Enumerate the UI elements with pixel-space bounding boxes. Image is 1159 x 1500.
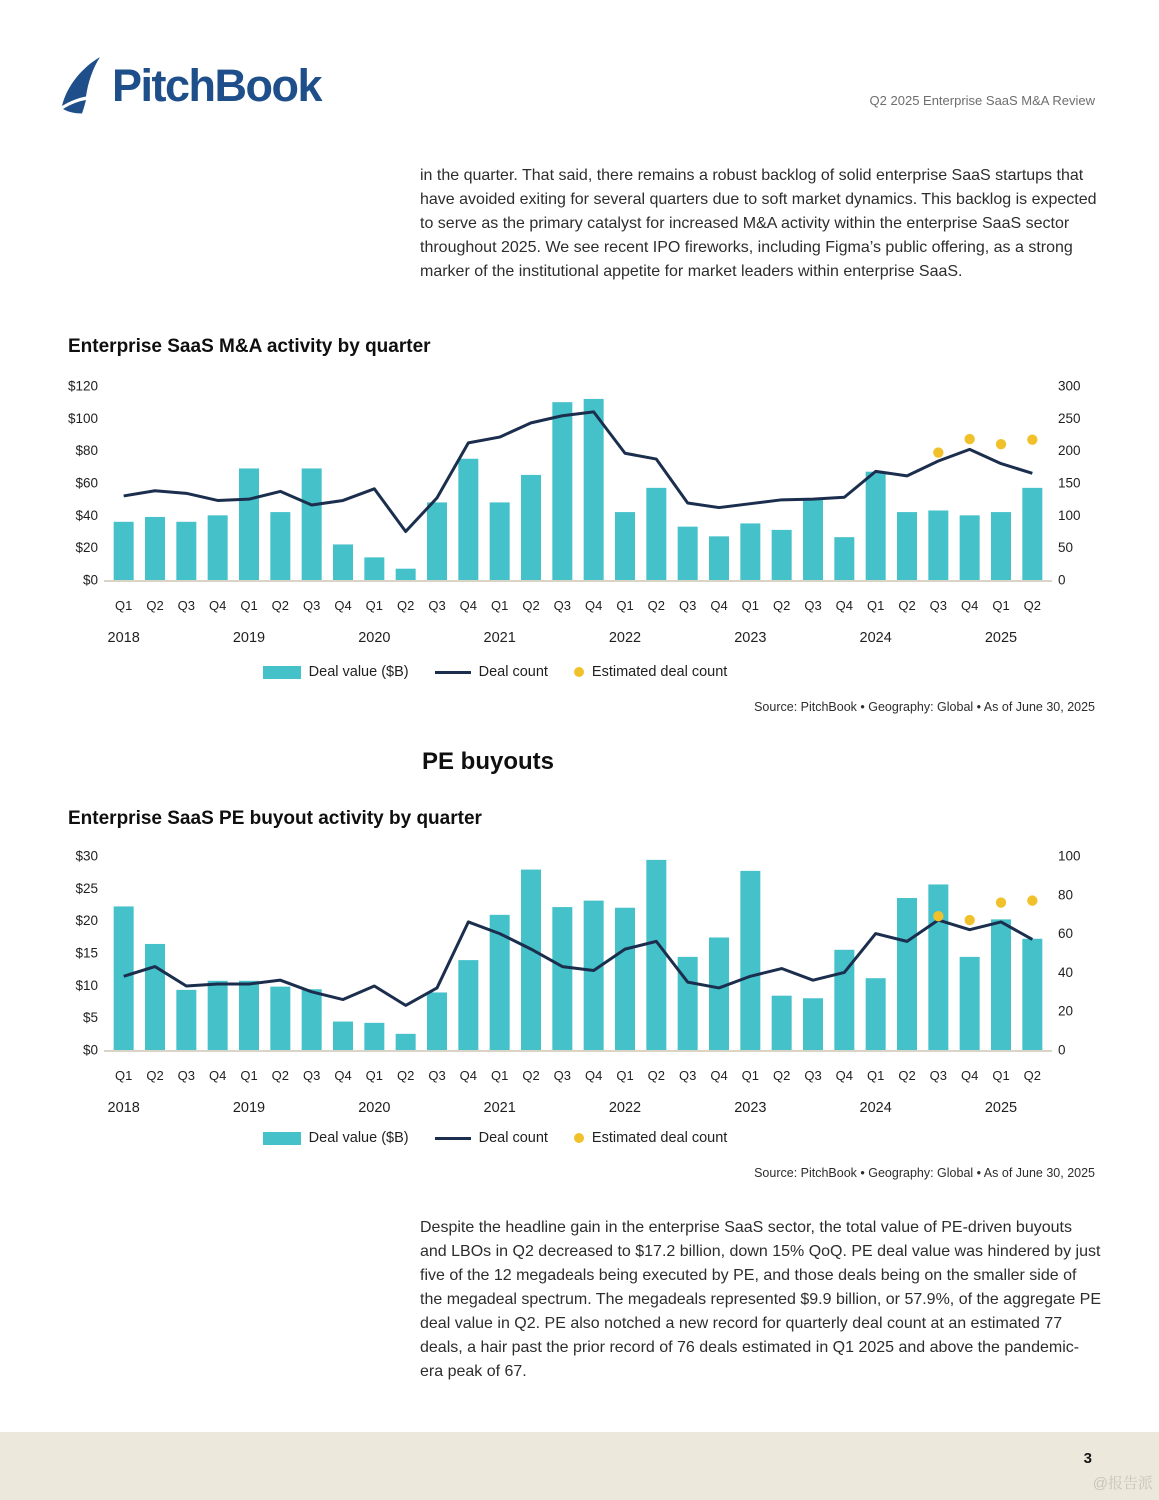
- estimated-deal-count-dot: [996, 897, 1006, 907]
- left-axis-tick: $0: [82, 572, 98, 588]
- chart1-title: Enterprise SaaS M&A activity by quarter: [68, 336, 431, 357]
- deal-value-bar: [114, 906, 134, 1050]
- quarter-label: Q1: [616, 598, 634, 613]
- deal-value-bar: [270, 987, 290, 1050]
- deal-value-bar: [772, 530, 792, 580]
- year-label: 2022: [608, 630, 642, 646]
- deal-value-bar: [991, 512, 1011, 580]
- left-axis-tick: $15: [75, 945, 98, 961]
- quarter-label: Q4: [835, 1068, 854, 1083]
- right-axis-tick: 250: [1058, 410, 1081, 426]
- quarter-label: Q3: [929, 1068, 948, 1083]
- quarter-label: Q2: [772, 598, 791, 613]
- deal-value-bar: [490, 502, 510, 580]
- right-axis-tick: 300: [1058, 378, 1081, 394]
- right-axis-tick: 60: [1058, 926, 1074, 942]
- year-label: 2020: [358, 630, 391, 646]
- right-axis-tick: 0: [1058, 1042, 1066, 1058]
- left-axis-tick: $40: [75, 507, 98, 523]
- estimated-deal-count-dot: [933, 911, 943, 921]
- legend-deal-count-label: Deal count: [478, 1130, 548, 1146]
- deal-value-bar: [396, 1034, 416, 1050]
- year-label: 2023: [734, 1100, 767, 1116]
- deal-value-bar: [521, 870, 541, 1050]
- maa-activity-chart: [0, 370, 1159, 660]
- right-axis-tick: 50: [1058, 540, 1074, 556]
- quarter-label: Q4: [710, 598, 728, 613]
- year-label: 2025: [984, 1100, 1018, 1116]
- quarter-label: Q2: [1023, 1068, 1042, 1083]
- chart2-title: Enterprise SaaS PE buyout activity by quarter: [68, 808, 482, 829]
- quarter-label: Q2: [898, 598, 916, 613]
- legend-estimated-label: Estimated deal count: [591, 664, 728, 680]
- quarter-label: Q2: [898, 1068, 916, 1083]
- quarter-label: Q4: [208, 1068, 227, 1083]
- quarter-label: Q2: [146, 1068, 164, 1083]
- quarter-label: Q1: [866, 1068, 885, 1083]
- quarter-label: Q3: [302, 1068, 321, 1083]
- pitchbook-logo: [58, 56, 321, 114]
- legend-estimated: [574, 664, 727, 680]
- section-heading-pe-buyouts: PE buyouts: [421, 748, 554, 775]
- deal-value-bar: [709, 536, 729, 580]
- deal-value-bar: [646, 488, 666, 580]
- document-title: Q2 2025 Enterprise SaaS M&A Review: [869, 93, 1095, 108]
- deal-value-bar: [176, 522, 196, 580]
- deal-value-bar: [615, 908, 635, 1050]
- legend-estimated: [574, 1130, 727, 1146]
- quarter-label: Q2: [146, 598, 164, 613]
- deal-value-bar: [333, 1022, 353, 1050]
- quarter-label: Q2: [772, 1068, 791, 1083]
- year-label: 2021: [483, 1100, 516, 1116]
- deal-value-bar: [897, 898, 917, 1050]
- quarter-label: Q3: [553, 598, 572, 613]
- quarter-label: Q4: [459, 598, 478, 613]
- legend-deal-value: [263, 1130, 409, 1146]
- quarter-label: Q4: [459, 1068, 478, 1083]
- year-label: 2022: [608, 1100, 642, 1116]
- legend-deal-value: [263, 664, 409, 680]
- year-label: 2024: [859, 630, 892, 646]
- deal-value-bar: [208, 981, 228, 1050]
- left-axis-tick: $5: [82, 1010, 98, 1026]
- legend-deal-count: [435, 1130, 548, 1146]
- left-axis-tick: $20: [75, 913, 98, 929]
- quarter-label: Q1: [490, 1068, 509, 1083]
- quarter-label: Q2: [396, 1068, 415, 1083]
- quarter-label: Q2: [271, 1068, 290, 1083]
- chart2-legend: [0, 1130, 990, 1146]
- deal-value-bar: [458, 459, 478, 580]
- quarter-label: Q3: [177, 598, 196, 613]
- quarter-label: Q4: [584, 1068, 603, 1083]
- quarter-label: Q3: [804, 598, 822, 613]
- quarter-label: Q4: [835, 598, 854, 613]
- right-axis-tick: 100: [1058, 507, 1081, 523]
- deal-value-bar: [552, 907, 572, 1050]
- quarter-label: Q1: [992, 1068, 1010, 1083]
- deal-value-bar: [615, 512, 635, 580]
- quarter-label: Q2: [271, 598, 290, 613]
- estimated-deal-count-dot: [1027, 434, 1037, 444]
- watermark: @报告派: [1092, 1475, 1153, 1492]
- intro-paragraph: in the quarter. That said, there remains a robust backlog of solid enterprise SaaS startups that have avoided exiting for several quarters due to soft market dynamics. This backlog is expected to serve as the primary catalyst for increased M&A activity within the enterprise SaaS sector throughout 2025. We see recent IPO fireworks, including Figma’s public offering, as a strong marker of the institutional appetite for market leaders within enterprise SaaS.: [420, 167, 1097, 280]
- right-axis-tick: 150: [1058, 475, 1081, 491]
- quarter-label: Q3: [302, 598, 321, 613]
- chart1-source-note: Source: PitchBook • Geography: Global • As of June 30, 2025: [754, 700, 1095, 714]
- left-axis-tick: $80: [75, 443, 98, 459]
- deal-value-bar: [176, 990, 196, 1050]
- deal-value-bar: [740, 871, 760, 1050]
- year-label: 2018: [107, 1100, 140, 1116]
- quarter-label: Q3: [929, 598, 948, 613]
- deal-value-bar: [427, 502, 447, 580]
- quarter-label: Q2: [522, 598, 540, 613]
- quarter-label: Q3: [428, 1068, 446, 1083]
- deal-value-bar: [646, 860, 666, 1050]
- quarter-label: Q1: [365, 598, 384, 613]
- quarter-label: Q1: [741, 1068, 760, 1083]
- chart1-legend: [0, 664, 990, 680]
- deal-value-bar: [114, 522, 134, 580]
- right-axis-tick: 100: [1058, 848, 1081, 864]
- deal-value-bar: [991, 919, 1011, 1050]
- deal-value-bar: [584, 399, 604, 580]
- estimated-deal-count-dot: [996, 439, 1006, 449]
- deal-count-swatch: [435, 1137, 471, 1140]
- deal-value-bar: [145, 944, 165, 1050]
- quarter-label: Q1: [240, 598, 258, 613]
- deal-value-bar: [772, 996, 792, 1050]
- deal-value-bar: [709, 937, 729, 1050]
- deal-count-line: [124, 920, 1033, 1005]
- quarter-label: Q4: [710, 1068, 728, 1083]
- deal-value-bar: [1022, 488, 1042, 580]
- deal-value-bar: [239, 981, 259, 1050]
- right-axis-tick: 40: [1058, 964, 1074, 980]
- year-label: 2019: [232, 1100, 266, 1116]
- deal-value-bar: [866, 978, 886, 1050]
- legend-deal-value-label: Deal value ($B): [308, 1130, 409, 1146]
- deal-value-bar: [302, 989, 322, 1050]
- quarter-label: Q3: [177, 1068, 196, 1083]
- left-axis-tick: $25: [75, 880, 98, 896]
- year-label: 2023: [734, 630, 767, 646]
- quarter-label: Q2: [522, 1068, 540, 1083]
- quarter-label: Q3: [428, 598, 446, 613]
- right-axis-tick: 200: [1058, 443, 1081, 459]
- deal-value-bar: [960, 957, 980, 1050]
- year-label: 2025: [984, 630, 1018, 646]
- quarter-label: Q1: [866, 598, 885, 613]
- legend-deal-count-label: Deal count: [478, 664, 548, 680]
- deal-value-bar: [552, 402, 572, 580]
- left-axis-tick: $120: [67, 378, 98, 394]
- left-axis-tick: $60: [75, 475, 98, 491]
- estimated-deal-count-dot: [1027, 895, 1037, 905]
- quarter-label: Q4: [960, 1068, 979, 1083]
- footer-band: [0, 1432, 1159, 1500]
- quarter-label: Q3: [553, 1068, 572, 1083]
- deal-value-bar: [803, 998, 823, 1050]
- deal-value-bar: [396, 569, 416, 580]
- quarter-label: Q1: [992, 598, 1010, 613]
- left-axis-tick: $20: [75, 540, 98, 556]
- year-label: 2018: [107, 630, 140, 646]
- quarter-label: Q3: [678, 1068, 697, 1083]
- left-axis-tick: $100: [67, 410, 98, 426]
- left-axis-tick: $0: [82, 1042, 98, 1058]
- deal-value-bar: [866, 472, 886, 580]
- quarter-label: Q1: [114, 598, 133, 613]
- estimated-deal-count-swatch: [574, 667, 584, 677]
- deal-value-bar: [521, 475, 541, 580]
- quarter-label: Q2: [647, 598, 666, 613]
- quarter-label: Q4: [584, 598, 603, 613]
- quarter-label: Q4: [334, 598, 352, 613]
- quarter-label: Q2: [396, 598, 415, 613]
- deal-value-bar: [364, 1023, 384, 1050]
- deal-value-bar: [208, 515, 228, 580]
- right-axis-tick: 0: [1058, 572, 1066, 588]
- year-label: 2021: [483, 630, 516, 646]
- year-label: 2020: [358, 1100, 391, 1116]
- deal-value-bar: [333, 544, 353, 580]
- left-axis-tick: $30: [75, 848, 98, 864]
- closing-paragraph: Despite the headline gain in the enterprise SaaS sector, the total value of PE-driven buyouts and LBOs in Q2 decreased to $17.2 billion, down 15% QoQ. PE deal value was hindered by just five of the 12 megadeals being executed by PE, and those deals being on the smaller side of the megadeal spectrum. The megadeals represented $9.9 billion, or 57.9%, of the aggregate PE deal value in Q2. PE also notched a new record for quarterly deal count at an estimated 77 deals, a hair past the prior record of 76 deals estimated in Q1 2025 and above the pandemic-era peak of 67.: [420, 1219, 1102, 1380]
- estimated-deal-count-dot: [933, 447, 943, 457]
- deal-value-bar: [803, 500, 823, 580]
- page-number: 3: [1083, 1450, 1092, 1467]
- quarter-label: Q1: [490, 598, 509, 613]
- deal-value-bar: [897, 512, 917, 580]
- right-axis-tick: 80: [1058, 887, 1074, 903]
- quarter-label: Q4: [334, 1068, 352, 1083]
- legend-estimated-label: Estimated deal count: [591, 1130, 728, 1146]
- quarter-label: Q3: [804, 1068, 822, 1083]
- left-axis-tick: $10: [75, 977, 98, 993]
- quarter-label: Q1: [741, 598, 760, 613]
- chart2-source-note: Source: PitchBook • Geography: Global • As of June 30, 2025: [754, 1166, 1095, 1180]
- deal-value-bar: [960, 515, 980, 580]
- deal-value-swatch: [263, 666, 301, 679]
- deal-value-bar: [928, 884, 948, 1050]
- estimated-deal-count-dot: [964, 915, 974, 925]
- quarter-label: Q1: [114, 1068, 133, 1083]
- quarter-label: Q4: [208, 598, 227, 613]
- deal-value-bar: [928, 510, 948, 580]
- estimated-deal-count-swatch: [574, 1133, 584, 1143]
- quarter-label: Q3: [678, 598, 697, 613]
- deal-value-swatch: [263, 1132, 301, 1145]
- legend-deal-count: [435, 664, 548, 680]
- year-label: 2024: [859, 1100, 892, 1116]
- year-label: 2019: [232, 630, 266, 646]
- estimated-deal-count-dot: [964, 434, 974, 444]
- deal-value-bar: [302, 468, 322, 580]
- deal-value-bar: [270, 512, 290, 580]
- quarter-label: Q1: [240, 1068, 258, 1083]
- quarter-label: Q2: [1023, 598, 1042, 613]
- legend-deal-value-label: Deal value ($B): [308, 664, 409, 680]
- deal-value-bar: [458, 960, 478, 1050]
- brand-name: PitchBook: [112, 59, 322, 111]
- deal-value-bar: [678, 527, 698, 580]
- deal-value-bar: [427, 992, 447, 1050]
- quarter-label: Q4: [960, 598, 979, 613]
- pitchbook-sail-icon: [58, 56, 104, 114]
- right-axis-tick: 20: [1058, 1003, 1074, 1019]
- quarter-label: Q1: [616, 1068, 634, 1083]
- deal-value-bar: [145, 517, 165, 580]
- deal-value-bar: [740, 523, 760, 580]
- deal-value-bar: [364, 557, 384, 580]
- deal-value-bar: [1022, 939, 1042, 1050]
- quarter-label: Q1: [365, 1068, 384, 1083]
- deal-value-bar: [239, 468, 259, 580]
- deal-value-bar: [584, 901, 604, 1050]
- deal-value-bar: [834, 537, 854, 580]
- pe-buyout-activity-chart: [0, 840, 1159, 1130]
- deal-count-line: [124, 412, 1033, 532]
- deal-count-swatch: [435, 671, 471, 674]
- quarter-label: Q2: [647, 1068, 666, 1083]
